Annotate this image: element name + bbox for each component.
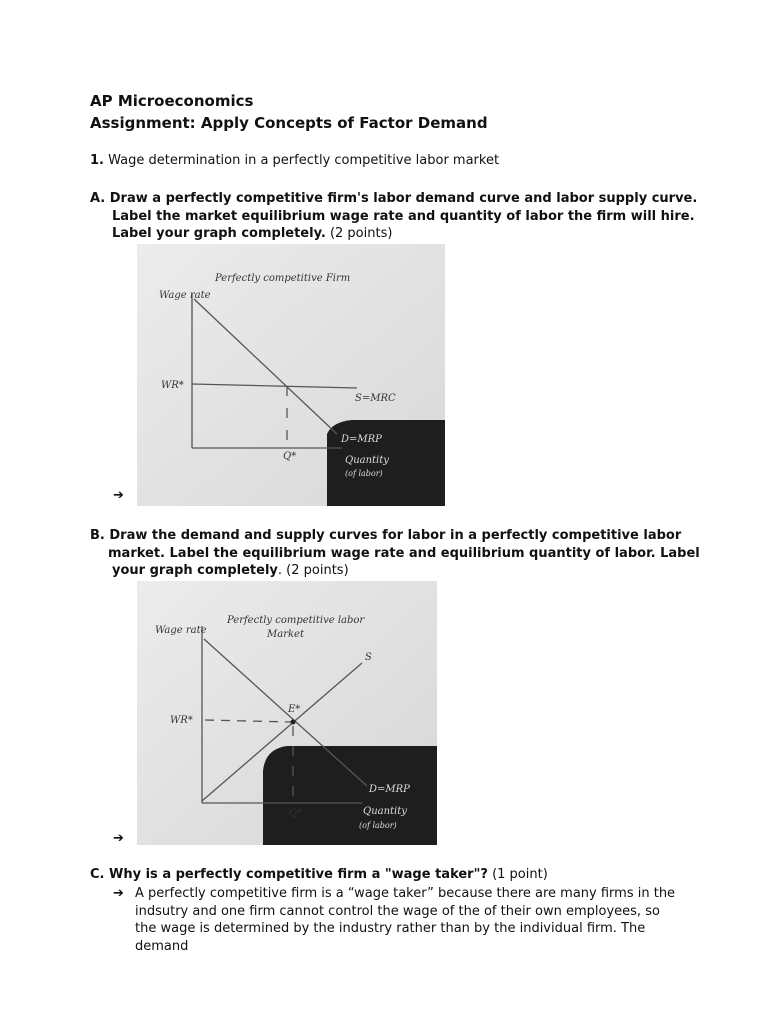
course-title: AP Microeconomics — [90, 92, 254, 110]
graph-b-wage-label: WR* — [170, 715, 193, 726]
graph-b-demand-label: D=MRP — [369, 784, 410, 795]
graph-b-q-label: Q* — [289, 808, 303, 819]
part-a-line2: Label the market equilibrium wage rate and quantity of labor the firm will hire. — [112, 208, 695, 224]
part-b-line2: market. Label the equilibrium wage rate and equilibrium quantity of labor. Label — [108, 545, 700, 561]
part-a-line3-wrap — [90, 225, 697, 243]
part-a-line1: A. Draw a perfectly competitive firm's labor demand curve and labor supply curve. — [90, 191, 698, 206]
graph-a-supply-label: S=MRC — [355, 393, 396, 404]
part-b-line3-wrap — [90, 562, 700, 580]
graph-a-title: Perfectly competitive Firm — [215, 273, 351, 284]
part-c-question: C. Why is a perfectly competitive firm a "wage taker"? — [90, 867, 488, 882]
graph-a-xlabel2: (of labor) — [345, 469, 383, 478]
equilibrium-point — [291, 720, 296, 725]
shadow — [263, 746, 437, 845]
graph-b-xlabel2: (of labor) — [359, 821, 397, 830]
graph-b-photo — [137, 581, 437, 845]
question-text: Wage determination in a perfectly competitive labor market — [108, 153, 500, 168]
part-c-answer — [113, 885, 683, 955]
part-c-answer-text: A perfectly competitive firm is a “wage taker” because there are many firms in the indsutry and one firm cannot control the wage of the of their own employees, so the wage is determined by the industry rather than by the individual firm. The demand — [135, 886, 676, 954]
part-b-line1: B. Draw the demand and supply curves for labor in a perfectly competitive labor — [90, 528, 682, 543]
assignment-title: Assignment: Apply Concepts of Factor Demand — [90, 114, 488, 132]
part-a-prompt — [90, 190, 697, 243]
graph-b-title2: Market — [267, 629, 304, 640]
part-a-line3: Label your graph completely. — [112, 226, 326, 241]
graph-a-ylabel: Wage rate — [159, 290, 211, 301]
graph-a-q-label: Q* — [283, 451, 297, 462]
part-c-points: (1 point) — [492, 867, 548, 882]
part-c-answer-arrow: ➔ — [113, 886, 124, 901]
question-number: 1. — [90, 153, 104, 168]
part-a-points: (2 points) — [329, 226, 393, 241]
part-b-prompt — [90, 527, 700, 580]
question-1 — [90, 153, 499, 168]
part-b-answer-arrow: ➔ — [113, 831, 124, 846]
graph-b-title: Perfectly competitive labor — [227, 615, 365, 626]
part-b-points: . (2 points) — [277, 563, 349, 578]
graph-b-xlabel: Quantity — [363, 806, 407, 817]
graph-b-ylabel: Wage rate — [155, 625, 207, 636]
graph-a-xlabel: Quantity — [345, 455, 389, 466]
graph-a-demand-label: D=MRP — [341, 434, 382, 445]
graph-a-wage-label: WR* — [161, 380, 184, 391]
part-a-answer-arrow: ➔ — [113, 488, 124, 503]
graph-a-photo — [137, 244, 445, 506]
part-b-line3: your graph completely — [112, 563, 278, 578]
graph-b-supply-label: S — [365, 652, 372, 663]
graph-b-eq-label: E* — [288, 704, 301, 715]
part-c-prompt — [90, 866, 548, 884]
